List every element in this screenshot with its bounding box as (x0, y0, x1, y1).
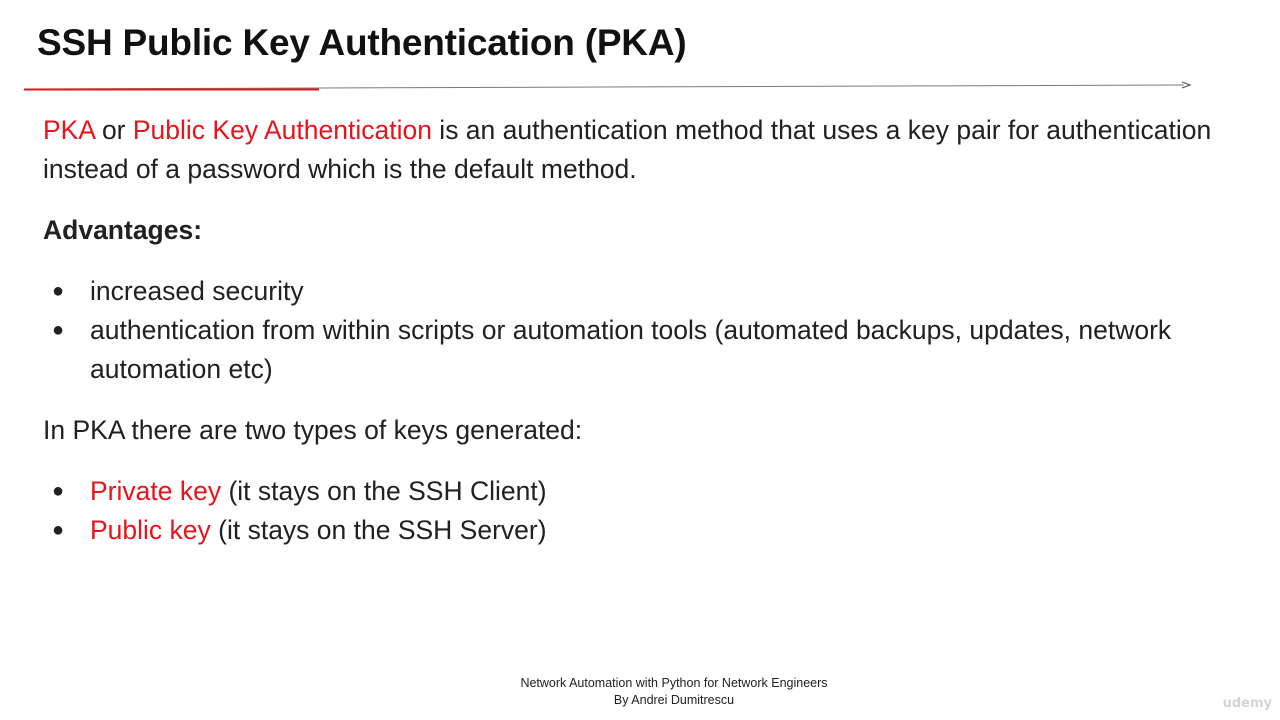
footer-author: By Andrei Dumitrescu (613, 693, 735, 707)
slide-body (43, 111, 1233, 550)
advantages-heading: Advantages: (43, 215, 203, 245)
key-types-intro: In PKA there are two types of keys generated: (43, 415, 583, 445)
footer-course-title: Network Automation with Python for Network Engineers (520, 676, 828, 690)
bullet-icon: ● (52, 519, 65, 541)
bullet-icon: ● (52, 280, 65, 302)
list-item (43, 511, 1233, 550)
title-underline-arrow (24, 80, 1194, 94)
list-item (43, 272, 1233, 311)
private-key-term: Private key (90, 476, 222, 506)
intro-rest: is an authentication method that uses a key pair for authentication instead of a password which is the default method. (43, 115, 1212, 184)
bullet-icon: ● (52, 480, 65, 502)
list-item (43, 472, 1233, 511)
slide-title: SSH Public Key Authentication (PKA) (37, 22, 687, 63)
udemy-watermark-logo: udemy (1222, 696, 1272, 711)
key-types-list (43, 472, 1233, 550)
slide-footer (374, 675, 974, 709)
intro-paragraph (43, 111, 1233, 189)
public-key-term: Public key (90, 515, 211, 545)
advantage-text: increased security (90, 276, 304, 306)
term-pka: PKA (43, 115, 95, 145)
bullet-icon: ● (52, 319, 65, 341)
advantages-list (43, 272, 1233, 389)
private-key-detail: (it stays on the SSH Client) (221, 476, 547, 506)
intro-connector: or (94, 115, 133, 145)
list-item (43, 311, 1233, 389)
term-public-key-authentication: Public Key Authentication (132, 115, 432, 145)
title-rule-line (24, 85, 1184, 89)
advantage-text: authentication from within scripts or automation tools (automated backups, updates, network automation etc) (90, 315, 1172, 384)
public-key-detail: (it stays on the SSH Server) (210, 515, 547, 545)
